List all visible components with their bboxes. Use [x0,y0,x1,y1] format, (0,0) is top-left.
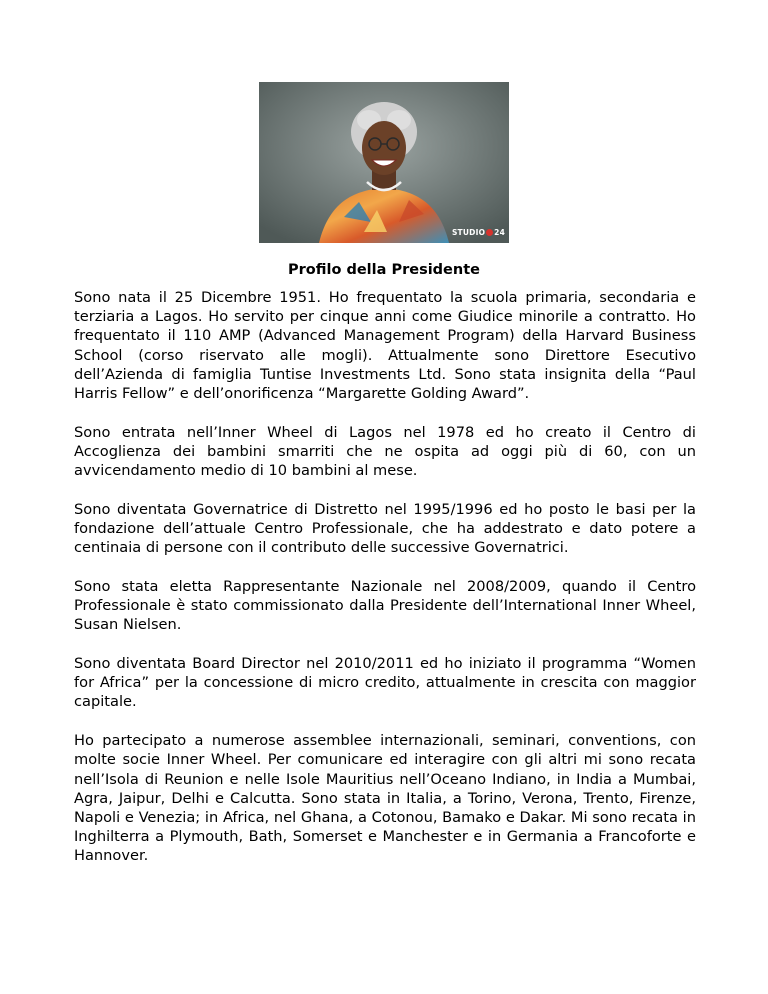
portrait-photo [259,82,509,243]
watermark-text-right: 24 [494,228,505,237]
watermark-dot-icon [486,229,493,236]
paragraph-1: Sono nata il 25 Dicembre 1951. Ho frequentato la scuola primaria, secondaria e terziaria a Lagos. Ho servito per cinque anni come Giudice minorile a contratto. Ho frequentato il 110 AMP (Advanced Management Program) della Harvard Business School (corso riservato alle mogli). Attualmente sono Direttore Esecutivo dell’Azienda di famiglia Tuntise Investments Ltd. Sono stata insignita della “Paul Harris Fellow” e dell’onorificenza “Margarette Golding Award”. [74,289,696,403]
biography-text [74,288,696,885]
paragraph-6: Ho partecipato a numerose assemblee internazionali, seminari, conventions, con molte socie Inner Wheel. Per comunicare ed interagire con gli altri mi sono recata nell’Isola di Reunion e nelle Isole Mauritius nell’Oceano Indiano, in India a Mumbai, Agra, Jaipur, Delhi e Calcutta. Sono stata in Italia, a Torino, Verona, Trento, Firenze, Napoli e Venezia; in Africa, nel Ghana, a Cotonou, Bamako e Dakar. Mi sono recata in Inghilterra a Plymouth, Bath, Somerset e Manchester e in Germania a Francoforte e Hannover. [74,732,696,865]
studio-watermark-logo [452,228,505,237]
paragraph-5: Sono diventata Board Director nel 2010/2011 ed ho iniziato il programma “Women for Africa” per la concessione di micro credito, attualmente in crescita con maggior capitale. [74,655,696,711]
paragraph-2: Sono entrata nell’Inner Wheel di Lagos nel 1978 ed ho creato il Centro di Accoglienza dei bambini smarriti che ne ospita ad oggi più di 60, con un avvicendamento medio di 10 bambini al mese. [74,423,696,480]
paragraph-4: Sono stata eletta Rappresentante Nazionale nel 2008/2009, quando il Centro Professionale è stato commissionato dalla Presidente dell’International Inner Wheel, Susan Nielsen. [74,577,696,634]
watermark-text-left: STUDIO [451,228,486,237]
portrait-illustration [259,82,509,243]
page-title: Profilo della Presidente [288,262,480,278]
paragraph-3: Sono diventata Governatrice di Distretto nel 1995/1996 ed ho posto le basi per la fondazione dell’attuale Centro Professionale, che ha addestrato e dato potere a centinaia di persone con il contributo delle successive Governatrici. [74,500,696,557]
